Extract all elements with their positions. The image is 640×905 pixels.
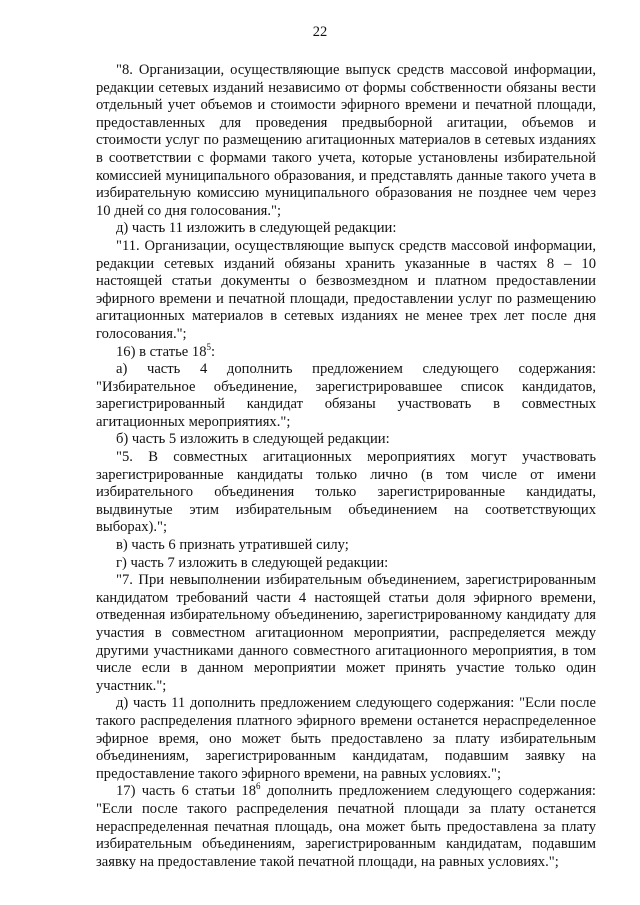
paragraph-item-16-v: в) часть 6 признать утратившей силу;	[116, 537, 349, 554]
item-17-tail: дополнить предложением следующего содержания: "Если после такого распределения печатной площади за плату останется нераспределенная печатная площадь, она может быть предоставлена за плату избирательным объединениям, зарегистрированным кандидатам, подавшим заявку на предоставление такой печатной площади, на равных условиях.";	[96, 783, 596, 870]
paragraph-part-11: "11. Организации, осуществляющие выпуск средств массовой информации, редакции сетевых изданий обязаны хранить указанные в частях 8 – 10 настоящей статьи документы о безвозмездном и платном предоставлении эфирного времени и печатной площади, предоставлении услуг по размещению агитационных материалов в сетевых изданиях не менее трех лет после дня голосования.";	[96, 237, 596, 342]
paragraph-item-16-b: б) часть 5 изложить в следующей редакции:	[116, 431, 390, 448]
document-body	[96, 62, 596, 871]
item-17-text: 17) часть 6 статьи 18	[116, 783, 257, 800]
page-number: 22	[312, 24, 328, 40]
paragraph-part-5: "5. В совместных агитационных мероприятиях могут участвовать зарегистрированные кандидаты только лично (в том числе от имени избирательного объединения только зарегистрированные кандидаты, выдвинутые этим избирательным объединением на соответствующих выборах).";	[96, 449, 596, 536]
paragraph-item-16-a: а) часть 4 дополнить предложением следующего содержания: "Избирательное объединение, зарегистрировавшее список кандидатов, зарегистрированный кандидат обязаны участвовать в совместных агитационных мероприятиях.";	[96, 361, 596, 430]
paragraph-item-16	[96, 341, 596, 362]
item-16-text: 16) в статье 18	[116, 343, 207, 360]
paragraph-item-16-d: д) часть 11 дополнить предложением следующего содержания: "Если после такого распределения платного эфирного времени останется нераспределенное эфирное время, оно может быть предоставлено за плату избирательным объединениям, зарегистрированным кандидатам, подавшим заявку на предоставление такого эфирного времени, на равных условиях.";	[96, 695, 596, 782]
paragraph-part-8: "8. Организации, осуществляющие выпуск средств массовой информации, редакции сетевых изданий независимо от формы собственности обязаны вести отдельный учет объемов и стоимости эфирного времени и печатной площади, предоставленных для проведения предвыборной агитации, объемов и стоимости услуг по размещению агитационных материалов в сетевых изданиях в соответствии с формами такого учета, которые установлены избирательной комиссией муниципального образования, и представлять данные такого учета в избирательную комиссию муниципального образования не позднее чем через 10 дней со дня голосования.";	[96, 62, 596, 219]
paragraph-amend-part-11-heading: д) часть 11 изложить в следующей редакции:	[116, 220, 397, 237]
item-16-tail: :	[211, 343, 216, 360]
item-16-superscript: 5	[206, 341, 212, 352]
paragraph-item-16-g: г) часть 7 изложить в следующей редакции:	[116, 554, 389, 571]
item-17-superscript: 6	[256, 781, 261, 792]
paragraph-part-7: "7. При невыполнении избирательным объединением, зарегистрированным кандидатом требований части 4 настоящей статьи доля эфирного времени, отведенная избирательному объединению, зарегистрированному кандидату для участия в совместном агитационном мероприятии, распределяется между другими участниками данного совместного агитационного мероприятия, в том числе если в данном мероприятии может принять участие только один участник.";	[96, 572, 596, 694]
paragraph-item-17	[96, 783, 596, 871]
